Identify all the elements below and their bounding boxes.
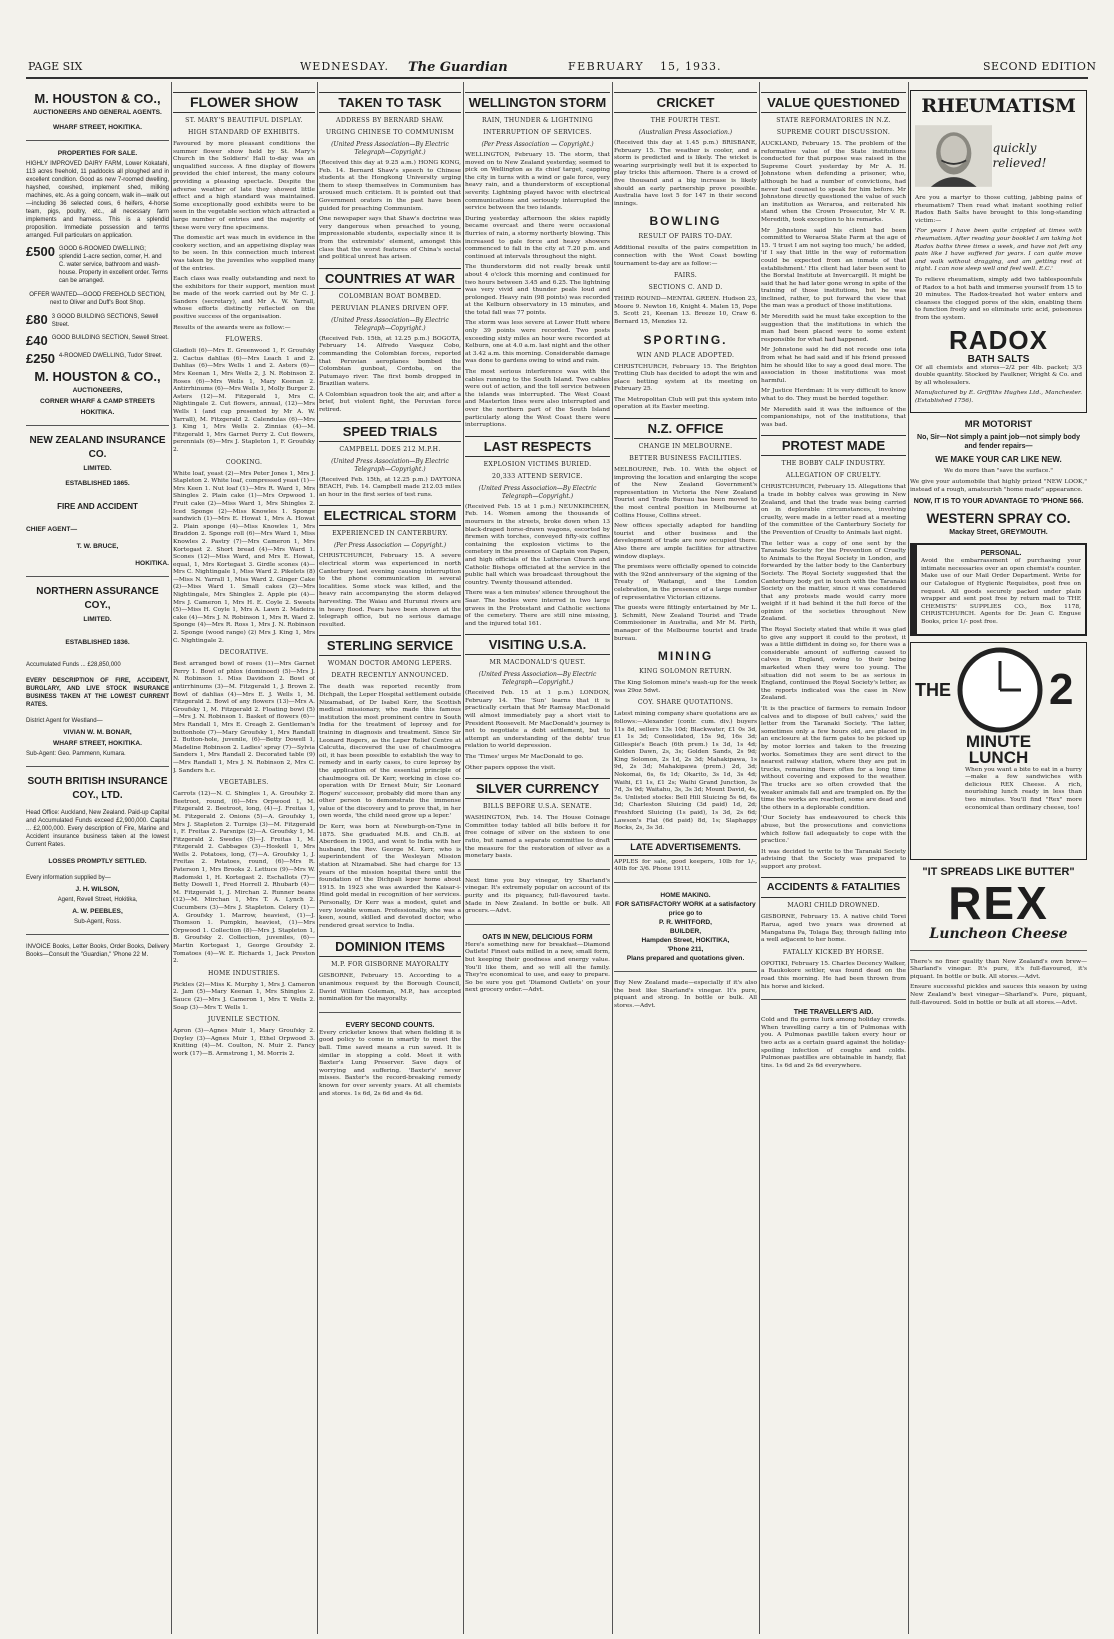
personal-ad (910, 543, 1087, 635)
column-divider (463, 82, 464, 1634)
article-paragraph: Favoured by more pleasant conditions the summer flower show held by St. Mary's Church in the Soldiers' Hall to-day was an unqualified success. A fine display of flowers provided the chief interest, the many colours providing a pleasing spectacle. Despite the adverse weather of late they showed little effect and a high standard was maintained. Some exceptionally good exhibits were to be seen in the vegetable section which attracted a large number of entries and the majority of these were very fine specimens. (173, 141, 315, 231)
article-paragraph: The thunderstorm did not really break until about 4 o'clock this morning and continued for two hours between 3.45 and 6.25. The lightning was very vivid and thunder peals loud and prolonged. Heavy rain (98 points) was recorded at the Kelburn observatory in 15 minutes, and the total fall was 77 points. (465, 264, 610, 316)
divider (26, 766, 169, 767)
ad-headline: OATS IN NEW, DELICIOUS FORM (482, 933, 593, 941)
ad-headline: HOME MAKING. (660, 892, 711, 899)
article-subhead: KING SOLOMON RETURN. (639, 668, 732, 676)
article-headline: TAKEN TO TASK (319, 92, 461, 113)
article-subhead: ST. MARY'S BEAUTIFUL DISPLAY. (185, 117, 303, 124)
radox-testimonial: 'For years I have been quite crippled at times with rheumatism. After reading your booklet I am taking hot Radox baths three times a week, and have not felt any pain like I have suffered for years. I can quite move and walk without dragging, and am getting rest at night. I can now sleep well and feel well. E.C.' (915, 228, 1082, 273)
columns (26, 82, 1088, 1637)
divider (465, 869, 610, 870)
column-nz-news (761, 82, 906, 1634)
article-headline: LAST RESPECTS (465, 436, 610, 457)
lunch-title-row (915, 647, 1082, 733)
divider (465, 924, 610, 925)
article-headline: VALUE QUESTIONED (761, 92, 906, 113)
article-paragraph: (Received Feb. 15th, at 12.25 p.m.) DAYTONA BEACH, Feb. 14. Campbell made 212.03 miles an hour in the first series of test runs. (319, 476, 461, 498)
lunch-lunch: LUNCH (968, 747, 1029, 767)
article-paragraph: Mr Meredith said it was the influence of the companionships, not of the institutions, that was bad. (761, 406, 906, 428)
header-rule (26, 77, 1088, 79)
article-paragraph: CHRISTCHURCH, February 15. Allegations that a trade in bobby calves was growing in New Zealand, and that the trade was being carried on in deplorable circumstances, involving cruelty, were made in a letter read at a meeting of the committee of the Canterbury Society for the Prevention of Cruelty to Animals last night. (761, 484, 906, 536)
header-day: WEDNESDAY. (300, 60, 390, 73)
article-headline: DOMINION ITEMS (319, 936, 461, 957)
ad-line: 'Phone 211, (667, 946, 704, 953)
northern-agent-label: District Agent for Westland— (26, 718, 103, 724)
listing-250 (26, 352, 169, 365)
listing-text: 3 GOOD BUILDING SECTIONS, Sewell Street. (51, 314, 159, 328)
houston-name-2: M. HOUSTON & CO., (34, 369, 161, 384)
article-byline: (United Press Association—By Electric Telegraph—Copyright.) (478, 671, 597, 687)
article-paragraph: Mr Johnstone said his client had been committed to Weraroa State Farm at the age of 15. 'I trust I am not saying too much,' he added, 'if I say that little in the way of reformation could be expected from an inmate of that establishment.' His client had later been sent to the Borstal Institute at Invercargill. It might be said that he had later gone wrong in spite of the training of those institutions, but he was inclined, rather, to put forward the view that the man was a product of those institutions. (761, 227, 906, 310)
article-paragraph: AUCKLAND, February 15. The problem of the reformative value of the State institutions conducted for that purpose was raised in the Supreme Court yesterday by Mr A. H. Johnstone when defending a prisoner, who, although he had a number of convictions, had never had counsel to speak for him before. Mr Johnstone directly questioned the value of such an institution as Weraroa, and reiterated his stand when the Crown Prosecutor, Mr V. R. Meredith, took exception to his remarks. (761, 141, 906, 223)
section-label: DECORATIVE. (219, 649, 269, 657)
ad-line: P. R. WHITFORD, (659, 919, 712, 926)
offer-wanted: OFFER WANTED—GOOD FREEHOLD SECTION, next to Oliver and Duff's Boot Shop. (29, 292, 166, 306)
article-byline: (Per Press Association — Copyright.) (481, 141, 594, 148)
article-paragraph: The storm was less severe at Lower Hutt where only 39 points were recorded. Two posts exceeding sixty miles an hour were recorded at Kelburn, one at 4.0 a.m. last night and the other at 3.42 a.m. this morning. Considerable damage was done to gardens owing to wind and rain. (465, 320, 610, 365)
article-paragraph: The domestic art was much in evidence in the cookery section, and an appetising display was to be seen. In this connection much interest was taken by the juveniles who supplied many of the entries. (173, 235, 315, 272)
article-subhead: EXPERIENCED IN CANTERBURY. (332, 530, 448, 538)
article-subhead: URGING CHINESE TO COMMUNISM (325, 129, 455, 136)
northern-funds: Accumulated Funds ... £28,850,000 (26, 662, 121, 668)
article-paragraph: The King Solomon mine's wash-up for the week was 29oz 5dwt. (614, 680, 757, 694)
article-paragraph: Gladioli (6)—Mrs E. Greenwood 1, F. Groufsky 2. Cactus dahlias (6)—Mrs Leach 1 and 2. Dahlias (6)—Mrs Wells 1 and 2. Asters (6)—Mrs Keenan 1, Mrs Wells 2, J. N. Robinson 2. Roses (6)—Mrs Wells 1, Mary Keenan 2. Antirrhinums (6)—Mrs Wells 1, Molly Burger 2. Asters (12)—M. Fitzgerald 1, Mrs C. Nightingale 2. Cut flowers, annual, (12)—Mrs Wells 1 (and cup presented by Mr A. W. Yarrall), M. Fitzgerald 2. Calendulas (6)—Mrs J. King 1, Mrs Wells 2. Zinnias (4)—M. Fitzgerald 1, Mrs Garnet Perry 2. Cut flowers, perennials (6)—Mrs J. Stapleton 1, F. Groufsky 2. (173, 348, 315, 453)
advertisement-text: Next time you buy vinegar, try Sharland's vinegar. It's extremely popular on account of its purity and its piquancy, full-flavoured taste. Made in New Zealand. In bottle or bulk. All grocers.—Advt. (465, 877, 610, 915)
article-paragraph: (Received Feb. 15 at 1 p.m.) LONDON, February 14. The 'Sun' learns that it is practically certain that Mr Ramsay MacDonald will almost immediately pay a short visit to President Roosevelt. Mr MacDonald's journey is not to negotiate a debt settlement, but to attempt an understanding of the debts' true relation to world depression. (465, 690, 610, 750)
motorist-line: We give your automobile that highly prized "NEW LOOK," instead of a rough, amateurish "home made" appearance. (910, 479, 1087, 493)
article-paragraph: Other papers oppose the visit. (465, 764, 556, 771)
rex-lunch-ad (910, 642, 1087, 860)
article-byline: (Per Press Association — Copyright.) (333, 542, 447, 550)
article-subhead: ADDRESS BY BERNARD SHAW. (336, 117, 444, 124)
houston-address: WHARF STREET, HOKITIKA. (52, 124, 142, 131)
northern-description: EVERY DESCRIPTION OF FIRE, ACCIDENT, BURGLARY, AND LIVE STOCK INSURANCE BUSINESS TAKEN AT THE LOWEST CURRENT RATES. (26, 678, 169, 708)
radox-intro: Are you a martyr to those cutting, jabbing pains of rheumatism? Then read what instant soothing relief Radox Bath Salts have brought to this long-standing victim:— (915, 195, 1082, 224)
south-british-agent1-address: Agent, Revell Street, Hokitika, (57, 897, 138, 903)
northern-assurance-est: ESTABLISHED 1836. (65, 639, 130, 646)
article-subhead: CAMPBELL DOES 212 M.P.H. (339, 445, 441, 453)
houston-town-2: HOKITIKA. (80, 409, 115, 416)
quickly-relieved-text: quickly relieved! (992, 141, 1047, 170)
article-paragraph: Mr Justice Herdman: It is very difficult to know what to do. They must be herded together. (761, 388, 906, 402)
article-paragraph: 'Our Society has endeavoured to check this abuse, but the prosecutions and convictions which follow fail adequately to cope with the practice.' (761, 815, 906, 845)
northern-agent-address: WHARF STREET, HOKITIKA. (52, 740, 142, 747)
article-paragraph: CHRISTCHURCH, February 15. A severe electrical storm was experienced in north Canterbury last evening causing interruption to the phone communication in several localities. Some stock was killed, and the heavy rain accompanying the storm delayed harvesting. The Waiau and Hurunui rivers are in heavy flood. Fears have been shown at the telegraph office, but no serious damage resulted. (319, 553, 461, 628)
article-paragraph: WASHINGTON, Feb. 14. The House Coinage Committee today tabled all bills before it for free coinage of silver on the sixteen to one ratio, but named a separate committee to draft the measure for the restoration of silver as a monetary basis. (465, 815, 610, 860)
article-headline: N.Z. OFFICE (614, 418, 757, 439)
page-number: PAGE SIX (28, 60, 83, 73)
column-divider (908, 82, 909, 1634)
article-paragraph: The Royal Society stated that while it was glad to give any support it could to the protest, it was a little diffident in doing so, for there was a considerable amount of suffering caused to calves in England, owing to their being marketed when they were too young. The situation did not seem to be as serious in England, continued the Royal Society's letter, as the reports indicated was the case in New Zealand. (761, 627, 906, 702)
article-byline: (United Press Association—By Electric Telegraph—Copyright.) (331, 457, 449, 473)
article-paragraph: Latest mining company share quotations are as follows:—Alexander (contr. cum. div.) buyers 11s 8d, sellers 13s 10d; Blackwater, £1 0s 3d, £1 1s 3d; Consolidated, 15s 9d, 16s 3d; Gillespie's Beach (6th prem.) 1s 3d, 1s 4d; Golden Dawn, 2s, 3s; Golden Sands, 2s 9d; King Solomon, 2s 1d, 2s 3d; Mahakipawa, 1s 9d, 2s 3d; Mahakipawa (prem.) 2d, 3d; Nokomai, 6s, 6s 1d; Okarito, 3s 1d, 3s 4d; Waihi, £1 1s, £1 2s; Waihi Grand Junction, 3s 7d, 3s 9d; Waitahu, 3s, 3s 3d; Mount David, 4s, 5s. Unlisted stocks: Bell Hill Sluicing 5s 6d, 6s 3d; Charleston Sluicing (3d paid) 1d, 2d; Freshford Sluicing (1s paid), 1s 3d, 2s 6d; Lawson's Flat (6d paid) 8d, 1s; Slaphappy Rocks, 2s, 3s 3d. (614, 711, 757, 832)
motorist-line: We do more than "save the surface." (944, 468, 1053, 475)
chief-agent-town: HOKITIKA. (135, 560, 169, 567)
advertisement-text: APPLES for sale, good keepers, 10lb for 1/-, 40lb for 3/6. Phone 191U. (614, 858, 757, 873)
article-paragraph: (Received this day at 9.25 a.m.) HONG KONG, Feb. 14. Bernard Shaw's speech to Chinese students at the Hongkong University urging them to steep themselves in Communism has aroused much criticism. It is pointed out that Government orators in the past have been guided for preaching Communism. (319, 160, 461, 212)
article-paragraph: The guests were fittingly entertained by Mr L. J. Schmitt, New Zealand Tourist and Trade Commissioner in Australia, and Mr M. Firth, manager of the Melbourne tourist and trade bureau. (614, 605, 757, 642)
article-headline: COUNTRIES AT WAR (319, 268, 461, 289)
advertisement-text: Ensure successful pickles and sauces this season by using New Zealand's best vinegar—Sharland's. Pure, piquant, full-flavoured. Sold in bottle or bulk at all stores.—Advt. (910, 984, 1087, 1006)
article-subhead: COLOMBIAN BOAT BOMBED. (338, 292, 442, 300)
south-british-text: Head Office: Auckland, New Zealand. Paid-up Capital and Accumulated Funds exceed £2,900,000. Capital ... £2,000,000. Every description of Fire, Marine and Accident insurance business taken at the lowest Current Rates. (26, 810, 169, 848)
divider (614, 971, 757, 972)
personal-heading: PERSONAL. (980, 550, 1022, 558)
article-paragraph: Each class was really outstanding and next to the exhibitors for their support, mention must be made of the work carried out by Mr C. J. Sanders (secretary), and Mr A. W. Yarrall, whose efforts distinctly reflected on the positive success of the organisation. (173, 276, 315, 321)
nz-insurance-name: NEW ZEALAND INSURANCE CO. (29, 435, 166, 460)
article-subhead: MR MACDONALD'S QUEST. (489, 659, 586, 667)
listing-40 (26, 334, 169, 347)
article-headline: FLOWER SHOW (173, 92, 315, 113)
price: £250 (26, 351, 55, 366)
motorist-line: No, Sir—Not simply a paint job—not simply body and fender repairs— (917, 434, 1080, 451)
article-paragraph: The Metropolitan Club will put this system into operation at its Easter meeting. (614, 396, 757, 411)
article-paragraph: Mr Meredith said he must take exception to the suggestion that the institutions in which the man had been placed were to some extent responsible for what had happened. (761, 314, 906, 343)
rex-logo: REX (948, 876, 1049, 929)
article-subhead: EXPLOSION VICTIMS BURIED. (483, 460, 592, 468)
motorist-line: WE MAKE YOUR CAR LIKE NEW. (935, 455, 1062, 465)
south-british-agent2: A. W. PEEBLES, (72, 908, 123, 915)
article-paragraph: The most serious interference was with the cables running to the South Island. Two cables were out of action, and the toll service between the islands was interrupted. The West Coast and Masterton lines were also interrupted and over the northern part of the South Island particularly along the West Coast there were interruptions. (465, 369, 610, 429)
page-header (28, 60, 1097, 76)
northern-agent-name: VIVIAN W. M. BONAR, (63, 729, 132, 736)
radox-manufacturer: Manufactured by E. Griffiths Hughes Ltd., Manchester. (Established 1756). (915, 390, 1082, 404)
article-paragraph: The 'Times' urges Mr MacDonald to go. (465, 754, 584, 761)
rex-subtitle: Luncheon Cheese (929, 925, 1068, 942)
chief-agent-label: CHIEF AGENT— (26, 526, 78, 533)
column-storm-news (465, 82, 610, 1634)
south-british-name: SOUTH BRITISH INSURANCE COY., LTD. (27, 776, 168, 801)
lunch-the: THE (915, 679, 951, 700)
houston-role-2: AUCTIONEERS, (72, 387, 123, 394)
article-subhead: WOMAN DOCTOR AMONG LEPERS. (327, 660, 453, 668)
article-subhead: FATALLY KICKED BY HORSE. (782, 948, 885, 956)
article-paragraph: The letter was a copy of one sent by the Taranaki Society for the Prevention of Cruelty to Animals to the Royal Society in London, and forwarded by the latter body to the Canterbury Society. The Royal Society suggested that the Canterbury body get in touch with the Taranaki Society on the matter, since it was considered that any protests made would carry more weight if it had behind it the full force of the opinion of the societies throughout New Zealand. (761, 540, 906, 623)
article-subhead: MAORI CHILD DROWNED. (787, 902, 880, 910)
article-paragraph: It was decided to write to the Taranaki Society advising that the Society was prepared to support any protest. (761, 848, 906, 870)
article-paragraph: (Received Feb. 15 at 1 p.m.) NEUNKIRCHEN, Feb. 14. Women among the thousands of mourners in the streets, broke down when 13 black-draped horse-drawn wagons, escorted by firemen with torches, conveyed fifty-six coffins containing the explosion victims to the cemetery in the presence of Captain von Papen, and high officials of the Lutheran Church and Catholic Bishops officiated at the service in the public hall which was broadcast throughout the country. Twenty thousand attended. (465, 503, 610, 586)
column-world-news (319, 82, 461, 1634)
article-paragraph: The death was reported recently from Dichpali, the Leper Hospital settlement outside Nizamabad, of Dr Isabel Kerr, the Scottish medical missionary, who made this famous institution the most prominent centre in South India for the treatment of leprosy and for training in diagnosis and treatment. Since Sir Leonard Rogers, as the Leper Relief Centre at Calcutta, discovered the use of chaulmoogra oil, it has been possible to establish the way to remedy and in early cases, to cure leprosy by the application of the essential principle of chaulmoogra oil. Dr Kerr, working in close co-operation with Dr Ernest Muir, Sir Leonard Rogers' successor, probably did more than any other person to demonstrate the immense value of the discovery and to prove that, in her own words, 'the child need grow up a leper.' (319, 684, 461, 820)
article-headline: BOWLING (649, 214, 722, 229)
section-label: FAIRS. (673, 272, 698, 280)
column-divider (612, 82, 613, 1634)
article-subhead: 20,333 ATTEND SERVICE. (492, 472, 583, 480)
article-subhead: DEATH RECENTLY ANNOUNCED. (331, 672, 449, 680)
western-spray-address: Mackay Street, GREYMOUTH. (949, 529, 1048, 537)
column-flower-show (173, 82, 315, 1634)
advertisement-text: Here's something new for breakfast—Diamond Oatlets! Finest oats milled in a new, small form, but keeping their goodness and energy value. You'll like them, and so will all the family. They're economical to use, and easy to prepare. So be sure you get 'Diamond Oatlets' on your next grocery order.—Advt. (465, 941, 610, 994)
listing-80 (26, 313, 169, 329)
ad-headline: EVERY SECOND COUNTS. (345, 1021, 435, 1029)
article-paragraph: There was a ten minutes' silence throughout the Saar. The bodies were interred in two large graves in the Protestant and Catholic sections of the cemetery. There are still nine missing, and the injured total 161. (465, 590, 610, 627)
column-divider (171, 82, 172, 1634)
listing-text: GOOD 6-ROOMED DWELLING; splendid 1-acre section, corner, H. and C. water service, bathroom and wash-house. Property in excellent order. Terms can be arranged. (58, 246, 168, 284)
ad-line: BUILDER, (669, 928, 702, 935)
section-label: FLOWERS. (225, 336, 263, 344)
listing-text: 4-ROOMED DWELLING, Tudor Street. (58, 353, 163, 359)
article-paragraph: (Received Feb. 15th, at 12.25 p.m.) BOGOTA, February 14. Alfredo Vasquez Cobo, commanding the Colombian forces, reported that Peruvian aeroplanes bombed the Colombian gunboat, Cordoba, on the Putumayo river. The first bomb dropped in Brazilian waters. (319, 335, 461, 388)
article-paragraph: OPOTIKI, February 15. Charles Decency Walker, a Raukokore settler, was found dead on the road this morning. He had been thrown from his horse and kicked. (761, 960, 906, 990)
northern-assurance-name: NORTHERN ASSURANCE COY., (36, 586, 159, 611)
article-paragraph: Results of the awards were as follow:— (173, 324, 291, 331)
article-paragraph: A Colombian squadron took the air, and after a brief, but violent fight, the Peruvian force retired. (319, 391, 461, 414)
column-sports (614, 82, 757, 1634)
article-headline: PROTEST MADE (761, 435, 906, 456)
article-paragraph: The premises were officially opened to coincide with the 92nd anniversary of the signing of the Treaty of Waitangi, and the London celebration, in the presence of a large number of representative Victorian citizens. (614, 564, 757, 601)
houston-address-2: CORNER WHARF & CAMP STREETS (40, 398, 155, 405)
article-paragraph: Best arranged bowl of roses (1)—Mrs Garnet Perry 1. Bowl of phlox (dominoed) (5)—Mrs J. N. Robinson 1. Miss Davidson 2. Bowl of antirrhinums (3)—M. Fitzgerald 1, J. Brown 2. Bowl of dahlias (4)—Mrs E. J. Wells 1, M. Fitzgerald 2. Bowl of any flowers (13)—Mrs A. Groufsky 1, M. Fitzgerald 2. Floating bowl (5)—Mrs J. N. Robinson 1. Basket of flowers (6)—Mrs Randall 1, Mrs E. Creagh 2. Gentleman's buttonhole (7)—Mary Groufsky 1, Mrs Randall 2. Button-hole, juvenile, (6)—Betty Dowell 1, Madeline Robinson 2. Ladies' spray (7)—Sylvia Sanders 1, Mrs Randall 2. Decorated table (9)—Mrs Randall 1, Mrs J. N. Robinson 2, Mrs C. J. Sanders h.c. (173, 661, 315, 774)
listing-text: GOOD BUILDING SECTION, Sewell Street. (51, 335, 169, 341)
article-byline: (United Press Association—By Electric Telegraph—Copyright.) (478, 484, 597, 500)
nz-insurance-est: ESTABLISHED 1865. (65, 480, 130, 487)
price: £500 (26, 244, 55, 259)
article-paragraph: Carrots (12)—N. C. Shingles 1, A. Groufsky 2. Beetroot, round, (6)—Mrs Orpwood 1, M. Fitzgerald 2. Beetroot, long, (4)—J. Freitas 1, M. Fitzgerald 2. Onions (5)—A. Groufsky 1, Mrs J. Stapleton 2. Turnips (3)—M. Fitzgerald 1, F. Freitas 2. Parsnips (2)—A. Groufsky 1, M. Fitzgerald 2. Swedes (5)—J. Freitas 1, M. Fitzgerald 2. Cabbages (3)—Hoskell 1, Mrs Wells 2. Potatoes, long, (7)—A. Groufsky 1, J. Freitas 2. Potatoes, round, (6)—Mrs R. Paterson 1, Mrs Brooks 2. Lettuce (9)—Mrs W. Radomski 1, H. Kortegast 2. Eschallots (7)—Betty Dowell 1, Fred Horrell 2. Rhubarb (4)—M. Fitzgerald 1, J. Mirchan 2. Runner beans (12)—M. Mirchan 1, Mrs T. A. Lynch 2. Cucumbers (3)—Mrs J. Stapleton. Celery (1)—A. Groufsky 1. Marrow, heaviest, (1)—J. Thomson 1. Pumpkin, heaviest, (1)—Mrs Orpwood 1. Collection (8)—Mrs J. Stapleton 1, B. Groufsky 2. Collection, juveniles, (6)—Martin Kortegast 1, George Groufsky 2. Tomatoes (4)—W. E. Richards 1, Jack Preston 2. (173, 791, 315, 965)
header-month: FEBRUARY (568, 60, 645, 73)
article-subhead: BILLS BEFORE U.S.A. SENATE. (483, 803, 592, 811)
article-byline: (United Press Association—By Electric Telegraph—Copyright.) (331, 316, 449, 332)
article-byline: (Australian Press Association.) (638, 129, 733, 136)
article-subhead: M.P. FOR GISBORNE MAYORALTY (331, 961, 449, 969)
nz-insurance-ltd: LIMITED. (83, 465, 112, 472)
south-british-agent2-address: Sub-Agent, Ross. (73, 919, 122, 925)
personal-text: Avoid the embarrassment of purchasing your intimate necessaries over an open chemist's counter. Make use of our Mail Order Department. Write for our Catalogue of Hygienic Requisites, post free on request. All goods securely packed under plain wrapper and sent post free by return mail to THE CHEMISTS' SUPPLIES CO., Box 1178, CHRISTCHURCH. Agents for Dr. Jean C. Enguse Books, price 1/- post free. (921, 558, 1081, 625)
article-subhead: WIN AND PLACE ADOPTED. (636, 351, 735, 359)
south-british-losses: LOSSES PROMPTLY SETTLED. (48, 858, 147, 865)
article-byline: (United Press Association—By Electric Telegraph—Copyright.) (331, 141, 449, 156)
article-headline: MINING (657, 649, 714, 664)
edition-label: SECOND EDITION (983, 60, 1097, 73)
man-portrait-illustration (915, 121, 992, 191)
divider (761, 999, 906, 1000)
south-british-agent1: J. H. WILSON, (75, 886, 120, 893)
ad-line: Hampden Street, HOKITIKA, (641, 937, 730, 944)
article-headline: WELLINGTON STORM (465, 92, 610, 113)
article-subhead: CHANGE IN MELBOURNE. (638, 443, 733, 451)
article-paragraph: New offices specially adapted for handling tourist and other business and the development of trade are now occupied there. Also there are ample facilities for attractive window displays. (614, 523, 757, 560)
article-paragraph: MELBOURNE, Feb. 10. With the object of improving the location and enlarging the scope of the New Zealand Government's representation in Victoria the New Zealand Tourist and Trade Bureau has been moved to the most central position in Melbourne at Collins House, Collins street. (614, 467, 757, 519)
article-subhead: ALLEGATION OF CRUELTY. (785, 472, 882, 480)
article-paragraph: One newspaper says that Shaw's doctrine was very dangerous when preached to young, impressionable students, especially since it is from the extremists' element, amongst this class that the worst features of China's social and political unrest has arisen. (319, 216, 461, 261)
article-subhead: RAIN, THUNDER & LIGHTNING (482, 117, 593, 124)
lunch-minute: MINUTE (965, 731, 1032, 751)
article-subhead: INTERRUPTION OF SERVICES. (483, 129, 592, 136)
column-divider (759, 82, 760, 1634)
rex-slogan: "IT SPREADS LIKE BUTTER" (922, 865, 1075, 878)
radox-ad (910, 90, 1087, 413)
houston-role: AUCTIONEERS AND GENERAL AGENTS. (33, 109, 162, 116)
lunch-text: When you want a bite to eat in a hurry—make a few sandwiches with delicious REX Cheese. A rich, nourishing lunch ready in less than two minutes. You'll find "Rex" more economical than ordinary cheese, too! (965, 766, 1082, 811)
article-paragraph: Dr Kerr, was born at Newburgh-on-Tyne in 1875. She graduated M.B. and Ch.B. at Aberdeen in 1903, and went to India with her husband, the Rev. George M. Kerr, who is superintendent of the Wesleyan Mission station at Nizamabad. She had charge for 13 years of the mission hospital there until the foundation of the Dichpali leper home about 1915. In 1923 she was awarded the Kaisar-i-Hind gold medal in recognition of her services. Personally, Dr Kerr was a modest, quiet and very lovable woman. Professionally, she was a keen, sound, skilled and devoted doctor, who rendered great service to India. (319, 824, 461, 929)
article-paragraph: THIRD ROUND—MENTAL GREEN. Hudson 23, Moore 9. Newton 16, Knight 4. Malen 15, Pope 5. Scott 21, Keenan 13. Breeze 10, Craw 6. Bernard 15, Menzies 12. (614, 296, 757, 325)
section-label: HOME INDUSTRIES. (207, 969, 281, 977)
chief-agent-name: T. W. BRUCE, (76, 543, 119, 550)
article-subhead: THE BOBBY CALF INDUSTRY. (781, 460, 886, 468)
rheumatism-title: RHEUMATISM (921, 95, 1076, 117)
article-headline: SPORTING. (643, 332, 728, 347)
advertisement-text: There's no finer quality than New Zealand's own brew—Sharland's vinegar. It's pure, it's full-flavoured, it's piquant. In bottle or bulk. All stores.—Advt. (910, 958, 1087, 980)
radox-subtitle: BATH SALTS (967, 353, 1030, 365)
article-paragraph: White loaf, yeast (2)—Mrs Peter Jones 1, Mrs J. Stapleton 2. White loaf, compressed yeast (1)—Mrs Keen 1. Nut loaf (1)—Mrs R. Ward 1, Mrs Shingles 2. Plain cake (1)—Mrs Orpwood 1. Fruit cake (2)—Miss Ward 1, Mrs Shingles 2. Iced Sponge (2)—Miss Knowles 1. Sponge sandwich (1)—Mrs E. Howat 1, Mrs A. Howat 2. Plain sponge (4)—Miss Knowles 1, Mrs Braddon 2. Sponge roll (6)—Mrs Ward 1, Miss Knowles 2. Pastry (7)—Mrs Cameron 1, Mrs Kortegast 2. Short bread (4)—Mrs Ward 1. Scones (12)—Miss Ward, and Mrs E. Howat, equal, 1, Mrs Kortegast 3. Girdle scones (4)—Mrs C. Nightingale 1, Miss Ward 2. Pikelets (8)—Miss N. Yarrall 1, Miss Ward 2. Ginger Cake (2)—Miss Ward 1. Small cakes (2)—Mrs Nightingale, Mrs Shingles 2. Apple pie (4)—Mrs J. Cameron 1, Mrs H. E. Coyle 2. Sweets (5)—Miss H. Coyle 1, Mrs A. Lawn 2. Madeira cake (4)—Mrs J. N. Robinson 1, Mrs R. Ward 2. Sponge (4)—Mrs R. Ross 1, Mrs J. N. Robinson 2. Sponge (wood range) (2) Mrs J. King 1, Mrs C. Nightingale 2. (173, 470, 315, 644)
late-ads-heading: LATE ADVERTISEMENTS. (614, 839, 757, 856)
article-subhead: HIGH STANDARD OF EXHIBITS. (187, 129, 301, 136)
clock-icon (957, 647, 1043, 733)
divider (26, 140, 169, 141)
article-subhead: STATE REFORMATORIES IN N.Z. (776, 117, 891, 124)
article-subhead: SUPREME COURT DISCUSSION. (776, 129, 891, 136)
ad-line: Plans prepared and quotations given. (626, 955, 745, 962)
radox-instructions: To relieve rheumatism, simply add two tablespoonfuls of Radox to a hot bath and immerse yourself from 15 to 20 minutes. The Radox-treated hot water enters and cleanses the clogged pores of the skin, enabling them to function freely and so eliminate uric acid, poisonous from the system. (915, 276, 1082, 321)
lunch-two: 2 (1049, 664, 1074, 714)
price: £80 (26, 312, 48, 327)
farm-listing: HIGHLY IMPROVED DAIRY FARM, Lower Kokatahi, 113 acres freehold, 11 paddocks all ploughed and in excellent condition. Good as new 7-roomed dwelling, hayshed, cowshed, implement shed, milking machines, etc. As a going concern, walk in—walk out—including 36 selected cows, 6 heifers, 4-horse team, pigs, poultry, etc., all necessary farm implements and harness. This is a splendid proposition. Immediate possession and terms arranged. Full particulars on application. (26, 161, 169, 239)
listing-500 (26, 245, 169, 285)
houston-name: M. HOUSTON & CO., (34, 91, 161, 106)
advertisement-text: Every cricketer knows that when fielding it is good policy to come in smartly to meet the ball. Time saved means a run saved. It is similar in stopping a cold. Meet it with Baxter's Lung Preserver. Save days of worrying and suffering. 'Baxter's' never misses. Baxter's the record-breaking remedy known for over seventy years. At all chemists and stores. 1s 6d, 2s 6d and 4s 6d. (319, 1029, 461, 1097)
article-paragraph: Additional results of the pairs competition in connection with the West Coast bowling tournament to-day are as follow:— (614, 245, 757, 267)
article-headline: CRICKET (614, 92, 757, 113)
advertisement-text: Cold and flu germs lurk among holiday crowds. When travelling carry a tin of Pulmonas with you. A Pulmonas pastille taken every hour or two acts as a certain guard against the holiday-spoiling infection of coughs and colds. Pulmonas pastilles are obtainable in handy, flat tins. 1s 6d and 2s 6d everywhere. (761, 1017, 906, 1069)
divider (26, 934, 169, 935)
article-paragraph: Pickles (2)—Miss K. Murphy 1, Mrs J. Cameron 2. Jam (5)—Mary Keenan 1, Mrs Shingles 2. Sauce (2)—Mrs J. Cameron 1, Mrs T. Wells 2. Soap (3)—Mrs T. Wells 1. (173, 981, 315, 1011)
radox-stockists: Of all chemists and stores—2/2 per 4lb. packet; 3/3 double quantity. Stocked by Faulkner, Wright & Co. and by all wholesalers. (915, 364, 1082, 386)
radox-logo: RADOX (949, 324, 1048, 355)
invoice-books-ad: INVOICE Books, Letter Books, Order Books, Delivery Books—Consult the "Guardian," 'Phone 22 M. (26, 944, 169, 958)
northern-assurance-ltd: LIMITED. (83, 616, 112, 623)
article-paragraph: GISBORNE, February 15. A native child Torei Rarua, aged two years was drowned at Mangatuna Pa, Tolaga Bay, through falling into a well adjacent to her home. (761, 914, 906, 944)
article-subhead: PERUVIAN PLANES DRIVEN OFF. (331, 304, 449, 312)
section-label: SECTIONS C. AND D. (648, 284, 723, 292)
section-label: COOKING. (225, 458, 263, 466)
article-paragraph: WELLINGTON, February 15. The storm, that moved on to New Zealand yesterday, seemed to pick on Wellington as its chief target, capping the city in turns with a wind or gale force, very heavy rain, and a thunderstorm of exceptional severity. Lightning played havoc with electrical communications and seriously interrupted the service between the two islands. (465, 152, 610, 212)
article-paragraph: During yesterday afternoon the skies rapidly became overcast and there were occasional flurries of rain, a stormy northerly blowing. This increased to gale force and heavy showers commenced to fall in the city at 7.20 p.m. and continued at intervals throughout the night. (465, 215, 610, 260)
western-spray-name: WESTERN SPRAY CO. (926, 511, 1071, 527)
column-ads-right (910, 82, 1087, 1634)
properties-heading: PROPERTIES FOR SALE. (57, 150, 138, 157)
column-divider (317, 82, 318, 1634)
article-headline: STERLING SERVICE (319, 635, 461, 656)
article-paragraph: 'It is the practice of farmers to remain Indoor calves and to dispose of bull calves,' said the letter from the Taranaki Society. 'The latter, sometimes only a few hours old, are placed in an enclosure at the farm gates to be picked up by motor lorries and taken to the freezing works. Sometimes they are sent direct to the nearest railway station, where they are put in trucks, remaining there often for a long time without covering and exposed to the weather. The trucks are so often crowded that the weaker animals fall and are trampled on. By the time the works are reached, some are dead and the others in a deplorable condition. (761, 706, 906, 811)
motorist-ad-heading: MR MOTORIST (964, 419, 1033, 431)
south-british-info: Every information supplied by— (26, 875, 111, 881)
article-paragraph: Apron (3)—Agnes Muir 1, Mary Groufsky 2. Doyley (3)—Agnes Muir 1, Ethel Orpwood 3. Knitting (4)—M. Coulton, N. Muir 2. Fancy work (17)—B. Armstrong 1, M. Morris 2. (173, 1028, 315, 1057)
divider (910, 950, 1087, 951)
ad-illustration-row (915, 121, 1082, 191)
article-headline: SILVER CURRENCY (465, 778, 610, 799)
article-subhead: COY. SHARE QUOTATIONS. (637, 699, 734, 707)
article-subhead: RESULT OF PAIRS TO-DAY. (638, 233, 733, 241)
article-subhead: THE FOURTH TEST. (650, 117, 721, 124)
price: £40 (26, 333, 48, 348)
northern-subagent: Sub-Agent: Geo. Pammenn, Kumara. (26, 751, 126, 757)
article-paragraph: GISBORNE, February 15. According to a unanimous request by the Borough Council, David William Coleman, M.P., has accepted nomination for the mayoralty. (319, 973, 461, 1003)
divider (26, 425, 169, 426)
article-paragraph: CHRISTCHURCH, February 15. The Brighton Trotting Club has decided to adopt the win and place betting system at its meeting on February 25. (614, 363, 757, 393)
article-headline: SPEED TRIALS (319, 421, 461, 442)
section-label: JUVENILE SECTION. (207, 1016, 281, 1024)
divider (26, 576, 169, 577)
divider (614, 882, 757, 883)
article-headline: ACCIDENTS & FATALITIES (761, 877, 906, 898)
section-label: VEGETABLES. (219, 779, 269, 787)
masthead-title: The Guardian (408, 60, 508, 75)
article-paragraph: (Received this day at 1.45 p.m.) BRISBANE, February 15. The weather is cooler, and a storm is predicted and is likely. The wicket is wearing surprisingly well but it is expected to play tricks this afternoon. There is a crowd of five thousand and a big increase is likely should an early partnership prove possible. Australia have lost 5 for 147 in their second innings. (614, 140, 757, 207)
advertisement-text: Buy New Zealand made—especially if it's also the best like Sharland's vinegar. It's pure, piquant and strong. In bottle or bulk. All stores.—Advt. (614, 980, 757, 1009)
article-subhead: BETTER BUSINESS FACILITIES. (629, 455, 742, 463)
ad-line: FOR SATISFACTORY WORK at a satisfactory price go to (615, 901, 756, 917)
ad-headline: THE TRAVELLER'S AID. (793, 1009, 874, 1017)
divider (319, 1012, 461, 1013)
header-date: 15, 1933. (660, 60, 722, 73)
article-headline: ELECTRICAL STORM (319, 505, 461, 526)
motorist-line: NOW, IT IS TO YOUR ADVANTAGE TO 'PHONE 566. (913, 498, 1084, 506)
article-paragraph: Mr Johnstone said he did not recede one iota from what he had said and if his friend pressed him he should like to say a good deal more. The association in those institutions was most harmful. (761, 347, 906, 384)
nz-insurance-type: FIRE AND ACCIDENT (57, 502, 138, 511)
column-ads-left (26, 82, 169, 1634)
article-headline: VISITING U.S.A. (465, 634, 610, 655)
